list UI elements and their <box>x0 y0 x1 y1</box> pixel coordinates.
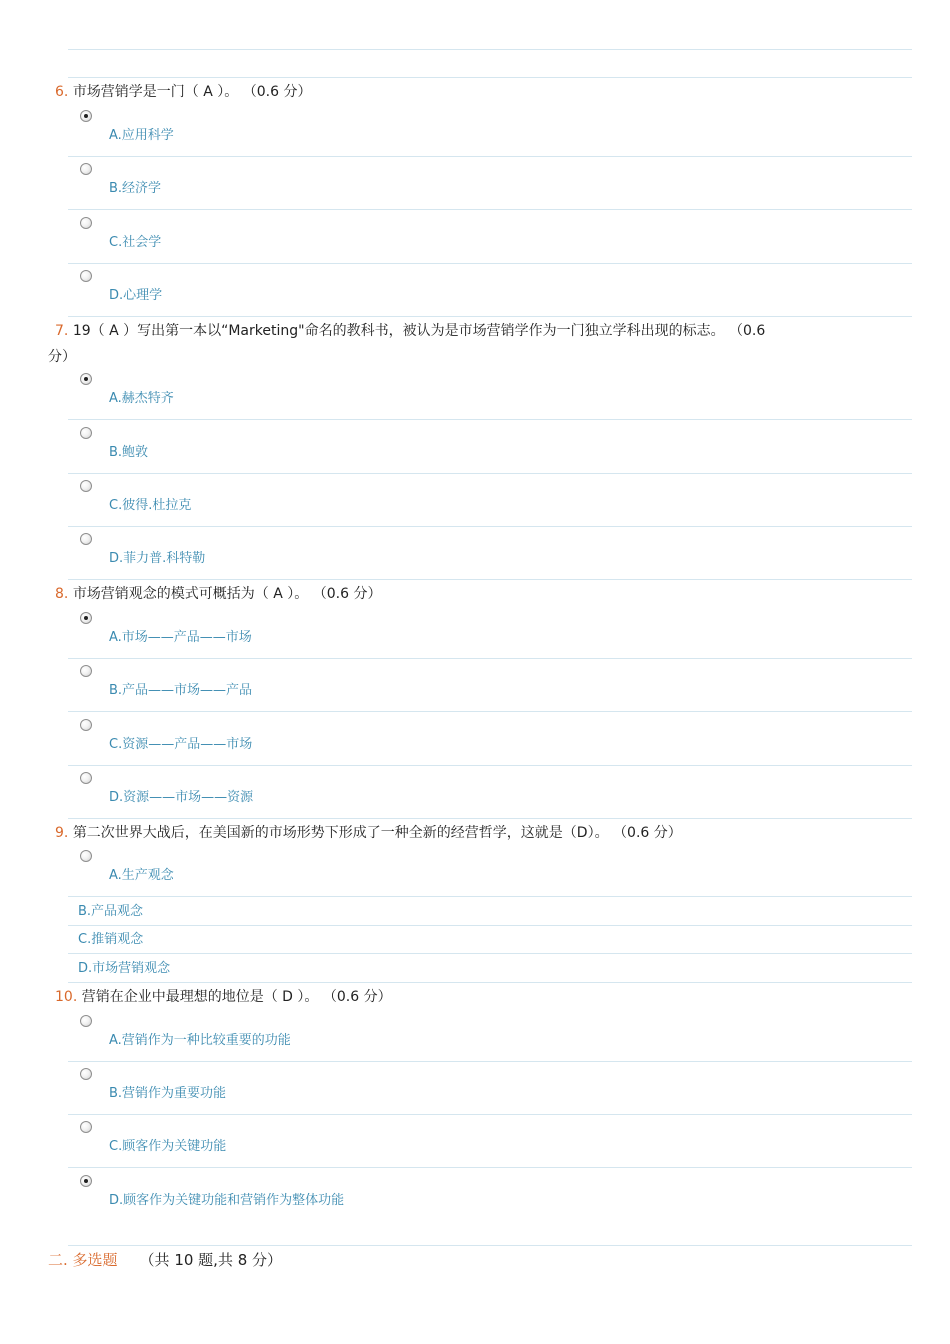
question-10 <box>55 984 905 1010</box>
divider <box>68 77 912 78</box>
question-7-cont <box>48 344 898 370</box>
option-radio-8c[interactable] <box>80 719 92 731</box>
divider <box>68 1167 912 1168</box>
divider <box>68 579 912 580</box>
section-heading <box>48 1249 282 1271</box>
option-radio-6b[interactable] <box>80 163 92 175</box>
divider <box>68 711 912 712</box>
option-label-10b[interactable]: B.营销作为重要功能 <box>109 1086 227 1101</box>
option-label-8d[interactable]: D.资源——市场——资源 <box>109 790 254 805</box>
divider <box>68 953 912 954</box>
divider <box>68 925 912 926</box>
option-radio-10c[interactable] <box>80 1121 92 1133</box>
question-number: 7. <box>55 323 69 339</box>
option-label-6b[interactable]: B.经济学 <box>109 181 162 196</box>
question-text: 19（ A ）写出第一本以“Marketing"命名的教科书，被认为是市场营销学作为一门独立学科出现的标志。 （0.6 <box>72 323 766 339</box>
option-radio-7a[interactable] <box>80 373 92 385</box>
option-radio-7d[interactable] <box>80 533 92 545</box>
question-9 <box>55 820 905 846</box>
option-label-10d[interactable]: D.顾客作为关键功能和营销作为整体功能 <box>109 1193 345 1208</box>
divider <box>68 765 912 766</box>
option-label-8b[interactable]: B.产品——市场——产品 <box>109 683 253 698</box>
divider <box>68 658 912 659</box>
option-radio-7c[interactable] <box>80 480 92 492</box>
question-text: 市场营销学是一门（ A ）。 （0.6 分） <box>72 84 312 100</box>
divider <box>68 1061 912 1062</box>
option-radio-6c[interactable] <box>80 217 92 229</box>
option-label-6d[interactable]: D.心理学 <box>109 288 163 303</box>
question-8 <box>55 581 905 607</box>
option-label-6c[interactable]: C.社会学 <box>109 235 162 250</box>
option-radio-8a[interactable] <box>80 612 92 624</box>
question-text: 营销在企业中最理想的地位是（ D ）。 （0.6 分） <box>81 989 392 1005</box>
divider <box>68 896 912 897</box>
question-text: 第二次世界大战后，在美国新的市场形势下形成了一种全新的经营哲学，这就是（D）。 （0.6 分） <box>72 825 682 841</box>
option-label-10c[interactable]: C.顾客作为关键功能 <box>109 1139 227 1154</box>
divider <box>68 316 912 317</box>
option-label-8c[interactable]: C.资源——产品——市场 <box>109 737 253 752</box>
question-number: 10. <box>55 989 78 1005</box>
option-label-10a[interactable]: A.营销作为一种比较重要的功能 <box>109 1033 291 1048</box>
divider <box>68 209 912 210</box>
divider <box>68 473 912 474</box>
option-radio-9a[interactable] <box>80 850 92 862</box>
divider <box>68 419 912 420</box>
divider <box>68 49 912 50</box>
divider <box>68 982 912 983</box>
question-7 <box>55 318 905 344</box>
divider <box>68 1114 912 1115</box>
section-title: 二. 多选题 <box>48 1251 118 1269</box>
question-number: 8. <box>55 586 69 602</box>
option-radio-10a[interactable] <box>80 1015 92 1027</box>
divider <box>68 1245 912 1246</box>
option-radio-8b[interactable] <box>80 665 92 677</box>
option-radio-6a[interactable] <box>80 110 92 122</box>
question-number: 9. <box>55 825 69 841</box>
option-radio-7b[interactable] <box>80 427 92 439</box>
divider <box>68 526 912 527</box>
section-meta: （共 10 题,共 8 分） <box>139 1251 283 1269</box>
option-radio-10d[interactable] <box>80 1175 92 1187</box>
option-radio-8d[interactable] <box>80 772 92 784</box>
option-label-9c[interactable]: C.推销观念 <box>78 932 144 947</box>
option-label-9d[interactable]: D.市场营销观念 <box>78 961 171 976</box>
question-text: 市场营销观念的模式可概括为（ A ）。 （0.6 分） <box>72 586 382 602</box>
question-number: 6. <box>55 84 69 100</box>
option-label-6a[interactable]: A.应用科学 <box>109 128 174 143</box>
question-text-continued: 分） <box>48 349 76 365</box>
option-label-7d[interactable]: D.菲力普.科特勒 <box>109 551 206 566</box>
question-6 <box>55 79 905 105</box>
option-label-9a[interactable]: A.生产观念 <box>109 868 174 883</box>
divider <box>68 818 912 819</box>
option-radio-10b[interactable] <box>80 1068 92 1080</box>
option-radio-6d[interactable] <box>80 270 92 282</box>
option-label-9b[interactable]: B.产品观念 <box>78 904 144 919</box>
option-label-8a[interactable]: A.市场——产品——市场 <box>109 630 252 645</box>
option-label-7c[interactable]: C.彼得.杜拉克 <box>109 498 192 513</box>
divider <box>68 263 912 264</box>
option-label-7a[interactable]: A.赫杰特齐 <box>109 391 174 406</box>
option-label-7b[interactable]: B.鲍敦 <box>109 445 149 460</box>
divider <box>68 156 912 157</box>
